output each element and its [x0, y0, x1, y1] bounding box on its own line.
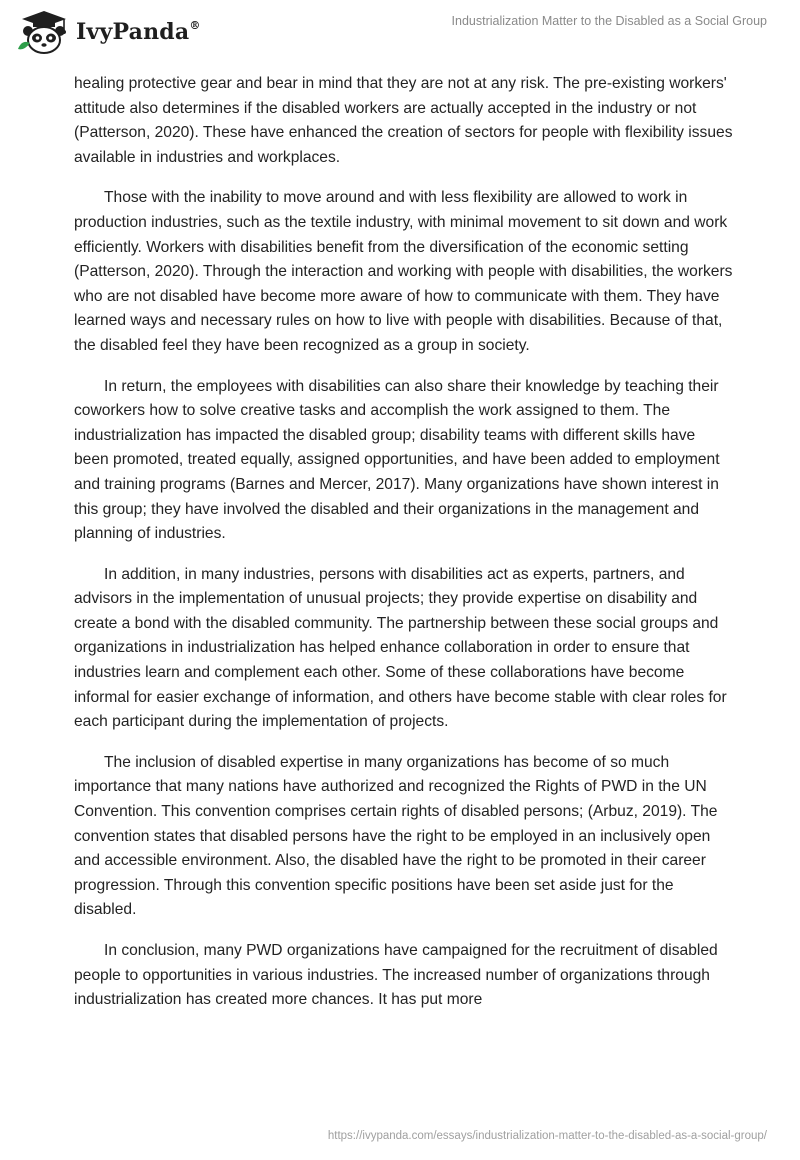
paragraph: In return, the employees with disabilities can also share their knowledge by teaching their coworkers how to solve creative tasks and accomplish the work assigned to them. The industrialization has impacted the disabled group; disability teams with different skills have been promoted, treated equally, assigned opportunities, and have been added to employment and training programs (Barnes and Mercer, 2017). Many organizations have shown interest in this group; they have involved the disabled and their organizations in the management and planning of industries.	[74, 377, 720, 543]
paragraph: In addition, in many industries, persons with disabilities act as experts, partners, and advisors in the implementation of unusual projects; they provide expertise on disability and create a bond with the disabled community. The partnership between these social groups and organizations in industrialization has helped enhance collaboration in order to ensure that industries learn and complement each other. Some of these collaborations have become informal for easier exchange of information, and others have become stable with clear roles for each participant during the implementation of projects.	[74, 565, 727, 731]
paragraph: In conclusion, many PWD organizations have campaigned for the recruitment of disabled people to opportunities in various industries. The increased number of organizations through industrialization has created more chances. It has put more	[74, 942, 718, 1009]
ivypanda-logo[interactable]	[14, 9, 201, 55]
paragraph: The inclusion of disabled expertise in many organizations has become of so much importance that many nations have authorized and recognized the Rights of PWD in the UN Convention. This convention comprises certain rights of disabled persons; (Arbuz, 2019). The convention states that disabled persons have the right to be employed in an inclusively open and accessible environment. Also, the disabled have the right to be promoted in their career progression. Through this convention specific positions have been set aside just for the disabled.	[74, 753, 718, 919]
paragraph: Those with the inability to move around and with less flexibility are allowed to work in production industries, such as the textile industry, with minimal movement to sit down and work efficiently. Workers with disabilities benefit from the diversification of the economic setting (Patterson, 2020). Through the interaction and working with people with disabilities, the workers who are not disabled have become more aware of how to communicate with them. They have learned ways and necessary rules on how to live with people with disabilities. Because of that, the disabled feel they have been recognized as a group in society.	[74, 189, 733, 354]
essay-body	[74, 72, 734, 1029]
source-url-link[interactable]: https://ivypanda.com/essays/industrialization-matter-to-the-disabled-as-a-social-group/	[327, 1130, 767, 1142]
brand-name: IvyPanda®	[76, 18, 201, 45]
document-title: Industrialization Matter to the Disabled as a Social Group	[451, 14, 767, 28]
page-header	[0, 0, 800, 70]
panda-graduate-icon	[14, 9, 70, 55]
paragraph: healing protective gear and bear in mind that they are not at any risk. The pre-existing workers' attitude also determines if the disabled workers are actually accepted in the industry or not (Patterson, 2020). These have enhanced the creation of sectors for people with flexibility issues available in industries and workplaces.	[74, 75, 733, 166]
